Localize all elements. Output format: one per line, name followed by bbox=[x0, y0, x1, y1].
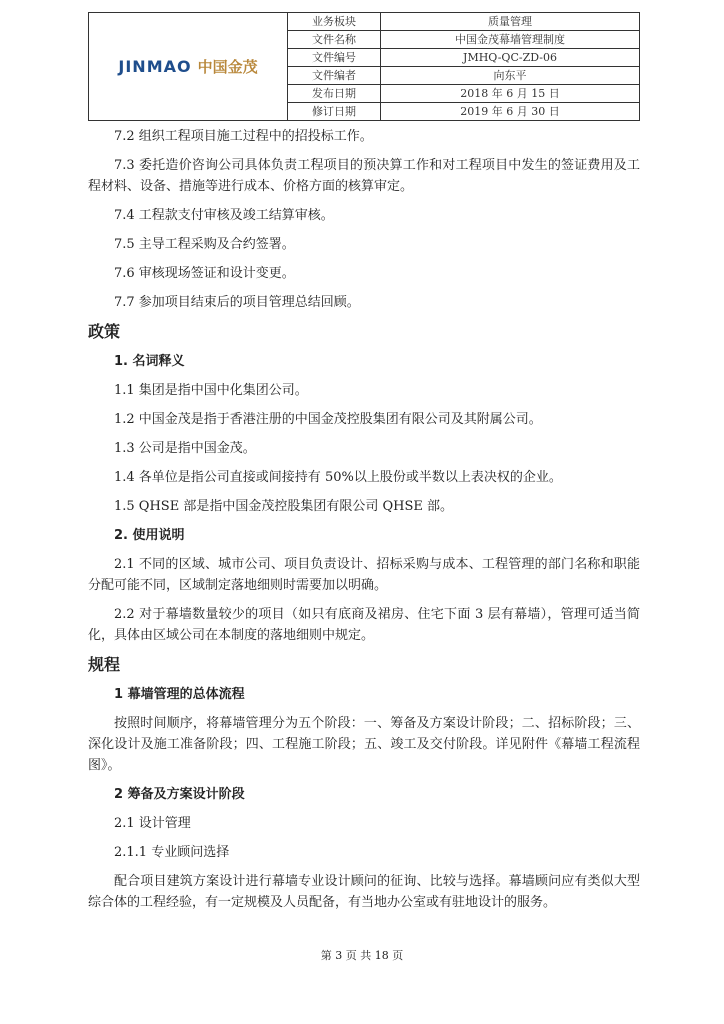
header-label: 文件编者 bbox=[288, 67, 381, 85]
subsection-title: 1 幕墙管理的总体流程 bbox=[114, 687, 245, 702]
header-value: JMHQ-QC-ZD-06 bbox=[381, 49, 640, 67]
header-value: 质量管理 bbox=[381, 13, 640, 31]
document-header-table bbox=[88, 12, 640, 121]
paragraph: 2.1.1 专业顾问选择 bbox=[114, 845, 230, 860]
paragraph: 1.4 各单位是指公司直接或间接持有 50%以上股份或半数以上表决权的企业。 bbox=[114, 470, 562, 485]
paragraph: 7.3 委托造价咨询公司具体负责工程项目的预决算工作和对工程项目中发生的签证费用及工程材料、设备、措施等进行成本、价格方面的核算审定。 bbox=[88, 158, 640, 194]
paragraph: 1.1 集团是指中国中化集团公司。 bbox=[114, 383, 308, 398]
paragraph: 1.2 中国金茂是指于香港注册的中国金茂控股集团有限公司及其附属公司。 bbox=[114, 412, 542, 427]
header-value: 2018 年 6 月 15 日 bbox=[381, 85, 640, 103]
paragraph: 7.5 主导工程采购及合约签署。 bbox=[114, 237, 295, 252]
section-title-policy: 政策 bbox=[88, 322, 121, 341]
company-logo bbox=[89, 13, 288, 121]
paragraph: 1.5 QHSE 部是指中国金茂控股集团有限公司 QHSE 部。 bbox=[114, 499, 453, 514]
header-value: 中国金茂幕墙管理制度 bbox=[381, 31, 640, 49]
header-label: 文件名称 bbox=[288, 31, 381, 49]
paragraph: 2.2 对于幕墙数量较少的项目（如只有底商及裙房、住宅下面 3 层有幕墙），管理可适当简化，具体由区域公司在本制度的落地细则中规定。 bbox=[88, 607, 640, 643]
paragraph: 7.6 审核现场签证和设计变更。 bbox=[114, 266, 295, 281]
paragraph: 7.4 工程款支付审核及竣工结算审核。 bbox=[114, 208, 334, 223]
subsection-title: 1. 名词释义 bbox=[114, 354, 185, 369]
paragraph: 1.3 公司是指中国金茂。 bbox=[114, 441, 256, 456]
section-title-process: 规程 bbox=[88, 655, 121, 674]
paragraph: 7.2 组织工程项目施工过程中的招投标工作。 bbox=[114, 129, 373, 144]
paragraph: 按照时间顺序，将幕墙管理分为五个阶段：一、筹备及方案设计阶段；二、招标阶段；三、深化设计及施工准备阶段；四、工程施工阶段；五、竣工及交付阶段。详见附件《幕墙工程流程图》。 bbox=[88, 716, 640, 773]
paragraph: 7.7 参加项目结束后的项目管理总结回顾。 bbox=[114, 295, 360, 310]
document-body bbox=[88, 126, 640, 913]
paragraph: 2.1 不同的区域、城市公司、项目负责设计、招标采购与成本、工程管理的部门名称和职能分配可能不同，区域制定落地细则时需要加以明确。 bbox=[88, 557, 640, 593]
logo-text-cn: 中国金茂 bbox=[197, 57, 258, 76]
header-value: 向东平 bbox=[381, 67, 640, 85]
header-label: 修订日期 bbox=[288, 103, 381, 121]
paragraph: 配合项目建筑方案设计进行幕墙专业设计顾问的征询、比较与选择。幕墙顾问应有类似大型综合体的工程经验，有一定规模及人员配备，有当地办公室或有驻地设计的服务。 bbox=[88, 874, 640, 910]
paragraph: 2.1 设计管理 bbox=[114, 816, 191, 831]
page-number: 第 3 页 共 18 页 bbox=[320, 949, 404, 962]
logo-text-en: JINMAO bbox=[118, 56, 192, 76]
subsection-title: 2. 使用说明 bbox=[114, 528, 185, 543]
header-label: 文件编号 bbox=[288, 49, 381, 67]
subsection-title: 2 筹备及方案设计阶段 bbox=[114, 787, 245, 802]
header-label: 发布日期 bbox=[288, 85, 381, 103]
header-value: 2019 年 6 月 30 日 bbox=[381, 103, 640, 121]
header-label: 业务板块 bbox=[288, 13, 381, 31]
